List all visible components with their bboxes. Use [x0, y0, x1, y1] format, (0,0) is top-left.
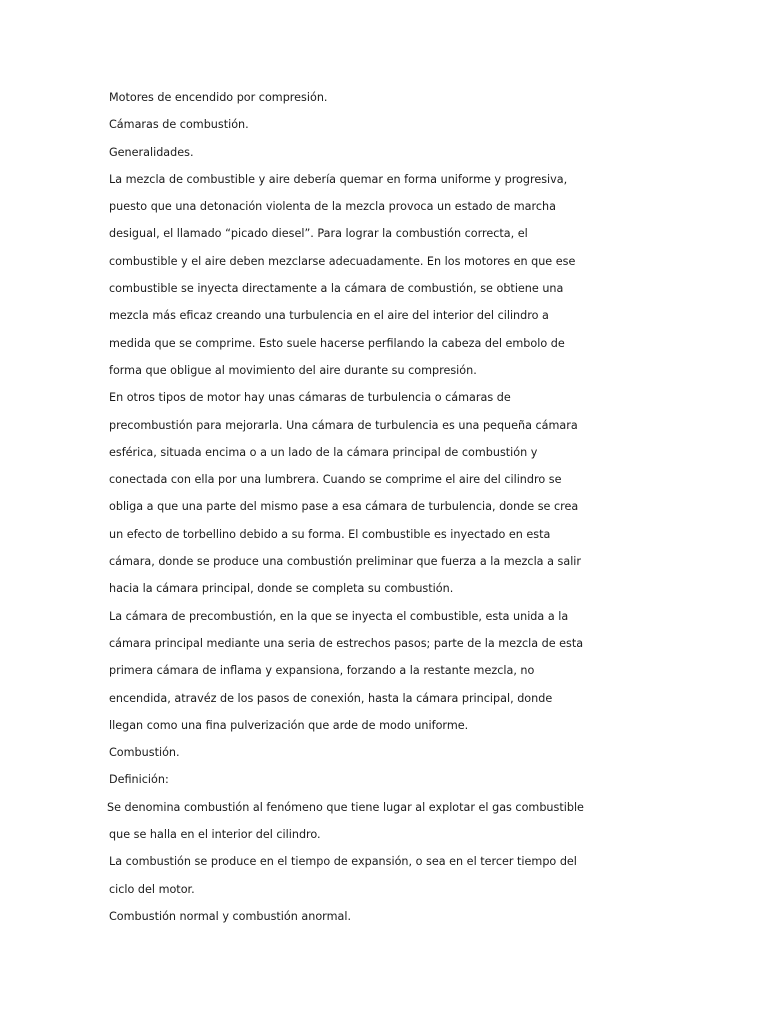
text-line: hacia la cámara principal, donde se completa su combustión.: [109, 582, 454, 596]
text-line: obliga a que una parte del mismo pase a esa cámara de turbulencia, donde se crea: [109, 500, 579, 514]
title-generalidades: Generalidades.: [109, 145, 194, 159]
text-line: cámara principal mediante una seria de estrechos pasos; parte de la mezcla de esta: [109, 636, 584, 650]
text-line: medida que se comprime. Esto suele hacerse perfilando la cabeza del embolo de: [109, 336, 565, 350]
heading-combustion: Combustión.: [109, 746, 180, 760]
paragraph-turbulencia: [109, 384, 609, 602]
text-line: Se denomina combustión al fenómeno que tiene lugar al explotar el gas combustible: [107, 800, 584, 814]
text-line: mezcla más eficaz creando una turbulencia en el aire del interior del cilindro a: [109, 309, 549, 323]
text-line: desigual, el llamado “picado diesel”. Para lograr la combustión correcta, el: [109, 227, 528, 241]
title-camaras: Cámaras de combustión.: [109, 118, 249, 132]
text-line: esférica, situada encima o a un lado de la cámara principal de combustión y: [109, 445, 538, 459]
text-line: forma que obligue al movimiento del aire durante su compresión.: [109, 363, 477, 377]
text-line: ciclo del motor.: [109, 882, 195, 896]
text-line: encendida, atravéz de los pasos de conexión, hasta la cámara principal, donde: [109, 691, 553, 705]
paragraph-expansion: [109, 848, 609, 903]
paragraph-definicion: [109, 794, 609, 849]
text-line: puesto que una detonación violenta de la mezcla provoca un estado de marcha: [109, 200, 556, 214]
text-line: que se halla en el interior del cilindro.: [109, 828, 321, 842]
paragraph-precombustion: [109, 603, 609, 739]
heading-definicion: Definición:: [109, 773, 169, 787]
text-line: cámara, donde se produce una combustión preliminar que fuerza a la mezcla a salir: [109, 555, 582, 569]
text-line: un efecto de torbellino debido a su forma. El combustible es inyectado en esta: [109, 527, 551, 541]
text-line: precombustión para mejorarla. Una cámara de turbulencia es una pequeña cámara: [109, 418, 578, 432]
text-line: primera cámara de inflama y expansiona, forzando a la restante mezcla, no: [109, 664, 535, 678]
text-line: La cámara de precombustión, en la que se inyecta el combustible, esta unida a la: [109, 609, 569, 623]
text-line: La combustión se produce en el tiempo de expansión, o sea en el tercer tiempo del: [109, 855, 577, 869]
paragraph-mezcla: [109, 166, 609, 384]
text-line: conectada con ella por una lumbrera. Cuando se comprime el aire del cilindro se: [109, 473, 562, 487]
title-motores: Motores de encendido por compresión.: [109, 91, 328, 104]
text-line: combustible y el aire deben mezclarse adecuadamente. En los motores en que ese: [109, 254, 576, 268]
document-page: [109, 84, 609, 930]
text-line: combustible se inyecta directamente a la cámara de combustión, se obtiene una: [109, 282, 564, 296]
heading-combustion-normal: Combustión normal y combustión anormal.: [109, 909, 352, 923]
text-line: llegan como una fina pulverización que arde de modo uniforme.: [109, 718, 469, 732]
text-line: En otros tipos de motor hay unas cámaras de turbulencia o cámaras de: [109, 391, 511, 405]
text-line: La mezcla de combustible y aire debería quemar en forma uniforme y progresiva,: [109, 172, 568, 186]
